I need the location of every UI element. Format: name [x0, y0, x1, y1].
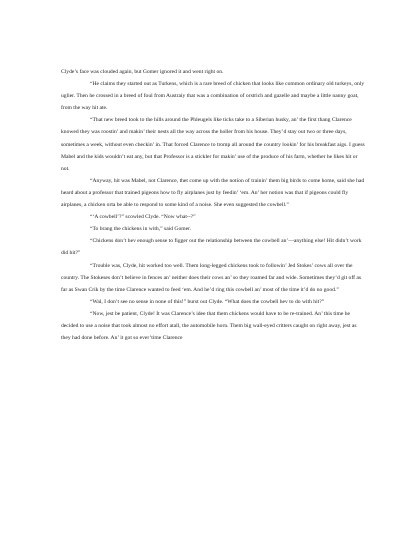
paragraph-4: “Anyway, hit was Mabel, not Clarence, thet come up with the notion of trainin’ them big birds to come home, said she had heard about a professor that trained pigeons how to fly airplanes just by feedin’ ‘em. An’ her notion was that if pigeons could fly airplanes, a chicken orta be able to respond to some kind of a noise. She even suggested the cowbell.” [61, 177, 365, 209]
story-text [61, 66, 367, 344]
paragraph-3: “That new breed took to the hills around the Phleugels like ticks take to a Siberian husky, an’ the first thang Clarence knowed they was roostin’ and makin’ their nests all the way across the holler from his house. They’d stay out two or three days, sometimes a week, without even checkin’ in. That forced Clarence to tromp all around the country lookin’ for his breakfast aigs. I guess Mabel and the kids wouldn’t eat any, but that Professor is a stickler for makin’ use of the produce of his farm, whether he likes hit or not. [61, 117, 365, 172]
paragraph-1: Clyde’s face was clouded again, but Gomer ignored it and went right on. [61, 69, 224, 75]
paragraph-9: “Wal, I don’t see no sense in none of this!” burst out Clyde. “What does the cowbell hev to do with hit?” [90, 298, 325, 305]
paragraph-8: “Trouble was, Clyde, hit worked too well. Them long-legged chickens took to followin’ Jed Stokes’ cows all over the country. The Stokeses don’t believe in fences an’ neither does their cows an’ so they roamed far and wide. Sometimes they’d git off as far as Swan Crik by the time Clarence wanted to feed ‘em. And he’d ring this cowbell an’ most of the time it’d do no good.” [61, 262, 362, 293]
paragraph-10: “Now, jest be patient, Clyde! It was Clarence’s idee that them chickens would have to be re-trained. An’ this time he decided to use a noise that took almost no effort atall, the automobile horn. Them big wall-eyed critters caught on right away, jest as they had done before. An’ it got so ever’time Clarence [61, 310, 357, 342]
paragraph-6: “To brang the chickens in with,” said Gomer. [90, 226, 192, 233]
paragraph-7: “Chickens don’t hev enough sense to figger out the relationship between the cowbell an’—anything else! Hit didn’t work did hit?” [61, 238, 362, 257]
paragraph-5: “‘A cowbell’?” scowled Clyde. “Now what--?” [90, 214, 196, 221]
paragraph-2: “He claims they started out as Turkens, which is a rare breed of chicken that looks like common ordinary old turkeys, only uglier. Then he crossed in a breed of foul from Austraiy that was a combination of orstrich and gazelle and maybe a little nanny goat, from the way hit ate. [61, 81, 365, 112]
